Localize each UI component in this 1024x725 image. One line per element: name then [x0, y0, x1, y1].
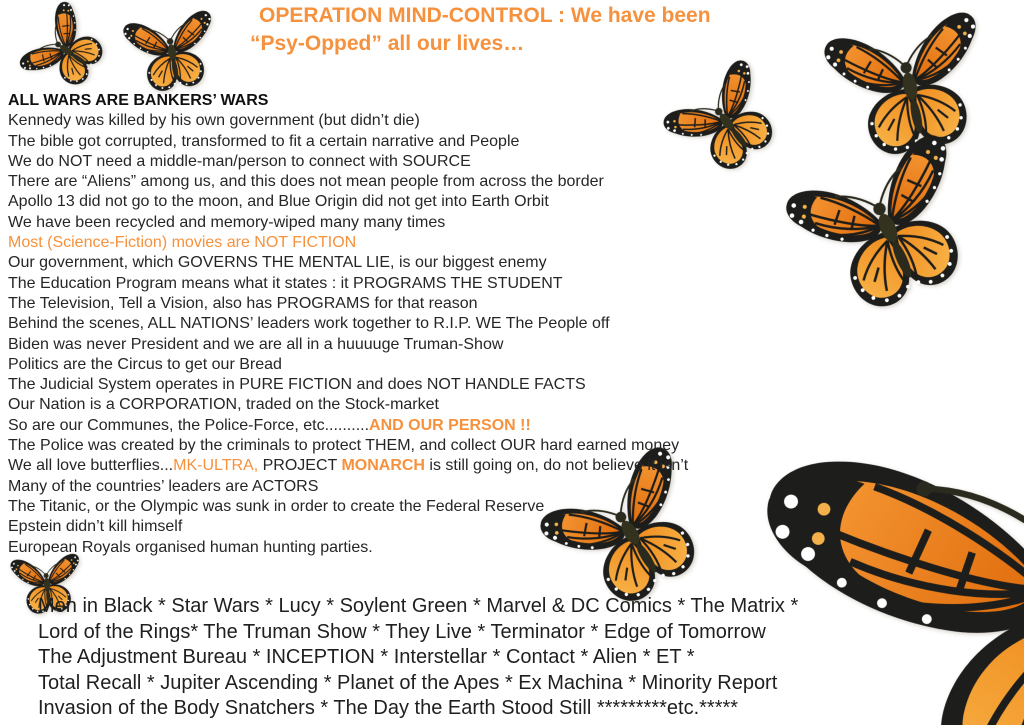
butterfly-icon-top-left-2 — [115, 0, 229, 109]
claim-line: Apollo 13 did not go to the moon, and Blue Origin did not get into Earth Orbit — [8, 193, 549, 211]
title-line-1: OPERATION MIND-CONTROL : We have been — [259, 4, 711, 27]
butterfly-icon-bottom-middle — [516, 418, 743, 645]
claim-line: We have been recycled and memory-wiped many many times — [8, 213, 446, 231]
claim-line: Our government, which GOVERNS THE MENTAL LIE, is our biggest enemy — [8, 254, 547, 272]
claim-line: The Police was created by the criminals to protect THEM, and collect OUR hard earned money — [8, 437, 680, 455]
claim-line: Most (Science-Fiction) movies are NOT FICTION — [8, 234, 357, 252]
butterfly-icon-top-left-1 — [5, 0, 128, 111]
claim-line: Biden was never President and we are all in a huuuuge Truman-Show — [8, 335, 504, 353]
movie-line: Total Recall * Jupiter Ascending * Planet of the Apes * Ex Machina * Minority Report — [38, 671, 778, 694]
claims-heading: ALL WARS ARE BANKERS’ WARS — [8, 92, 269, 109]
claim-line: There are “Aliens” among us, and this does not mean people from across the border — [8, 173, 604, 191]
butterfly-icon-bottom-left — [5, 542, 89, 626]
claim-line: So are our Communes, the Police-Force, etc..........AND OUR PERSON !! — [8, 416, 531, 434]
claim-line: The Education Program means what it states : it PROGRAMS THE STUDENT — [8, 274, 563, 292]
claim-line: The Television, Tell a Vision, also has PROGRAMS for that reason — [8, 294, 478, 312]
claim-line: The Judicial System operates in PURE FICTION and does NOT HANDLE FACTS — [8, 376, 586, 394]
movie-line: The Adjustment Bureau * INCEPTION * Interstellar * Contact * Alien * ET * — [38, 646, 695, 668]
claim-line: Behind the scenes, ALL NATIONS’ leaders work together to R.I.P. WE The People off — [8, 315, 610, 333]
claim-line: The bible got corrupted, transformed to fit a certain narrative and People — [8, 132, 520, 150]
claim-line: The Titanic, or the Olympic was sunk in order to create the Federal Reserve — [8, 497, 545, 515]
movie-line: Invasion of the Body Snatchers * The Day the Earth Stood Still *********etc.***** — [38, 697, 739, 719]
claim-line: European Royals organised human hunting parties. — [8, 538, 373, 556]
title-line-2: “Psy-Opped” all our lives… — [250, 32, 525, 55]
claim-line: We do NOT need a middle-man/person to connect with SOURCE — [8, 152, 471, 170]
claim-line: Politics are the Circus to get our Bread — [8, 355, 282, 373]
claim-line: Our Nation is a CORPORATION, traded on the Stock-market — [8, 396, 439, 414]
claim-line: Epstein didn’t kill himself — [8, 518, 183, 536]
movie-line: Lord of the Rings* The Truman Show * They Live * Terminator * Edge of Tomorrow — [38, 620, 766, 643]
claim-line: Many of the countries’ leaders are ACTORS — [8, 477, 319, 495]
movie-line: Men in Black * Star Wars * Lucy * Soylent Green * Marvel & DC Comics * The Matrix * — [38, 595, 799, 617]
claim-line: Kennedy was killed by his own government (but didn’t die) — [8, 112, 420, 130]
claim-line: We all love butterflies...MK-ULTRA, PROJECT MONARCH is still going on, do not believe it isn’t — [8, 457, 689, 475]
